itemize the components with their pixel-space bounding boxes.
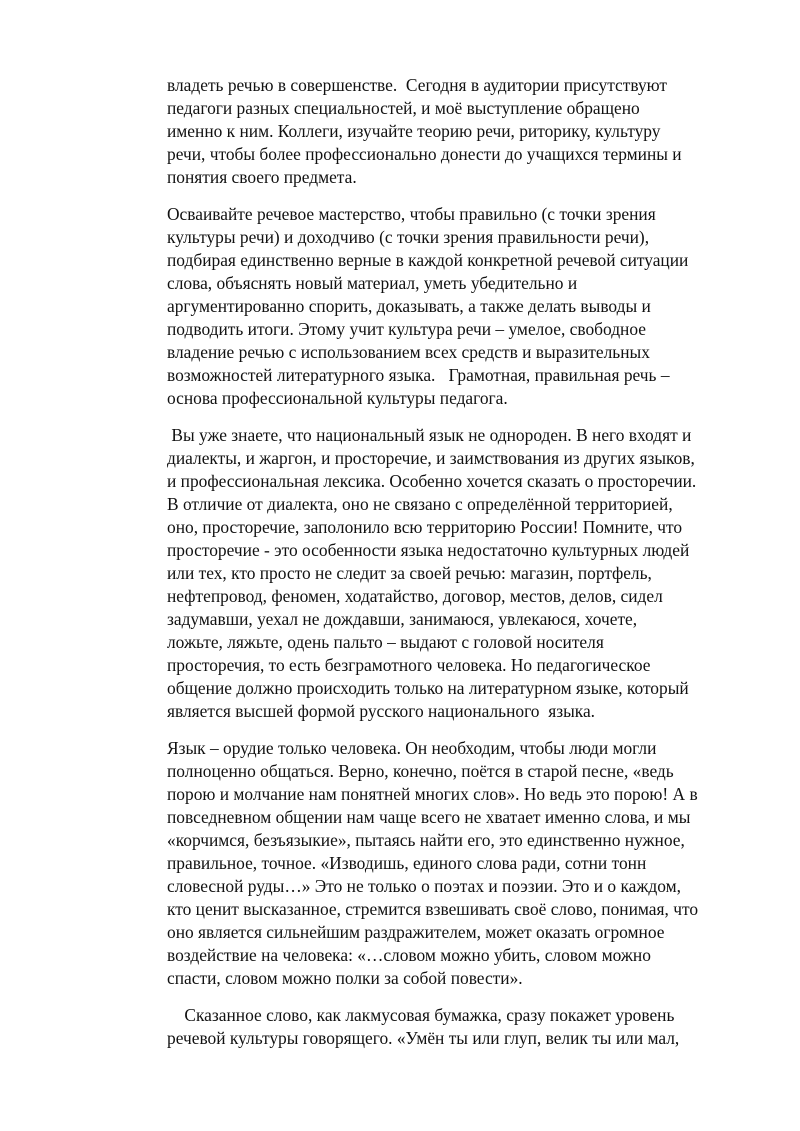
text-line: понятия своего предмета. — [167, 167, 357, 187]
text-line: общение должно происходить только на литературном языке, который — [167, 678, 689, 698]
text-line: подбирая единственно верные в каждой конкретной речевой ситуации — [167, 250, 689, 270]
text-line: основа профессиональной культуры педагога. — [167, 388, 508, 408]
text-line: воздействие на человека: «…словом можно убить, словом можно — [167, 945, 651, 965]
text-line: речи, чтобы более профессионально донести до учащихся термины и — [167, 144, 682, 164]
paragraph-gap — [167, 990, 742, 1004]
paragraph-gap — [167, 723, 742, 737]
text-line: Осваивайте речевое мастерство, чтобы правильно (с точки зрения — [167, 204, 656, 224]
paragraph-gap — [167, 410, 742, 424]
paragraph-2 — [167, 203, 742, 410]
text-line: оно является сильнейшим раздражителем, может оказать огромное — [167, 922, 665, 942]
text-line: полноценно общаться. Верно, конечно, поётся в старой песне, «ведь — [167, 761, 674, 781]
text-line: именно к ним. Коллеги, изучайте теорию речи, риторику, культуру — [167, 121, 661, 141]
text-line: или тех, кто просто не следит за своей речью: магазин, портфель, — [167, 563, 652, 583]
text-line: повседневном общении нам чаще всего не хватает именно слова, и мы — [167, 807, 691, 827]
text-line: оно, просторечие, заполонило всю территорию России! Помните, что — [167, 517, 683, 537]
text-line: владеть речью в совершенстве. Сегодня в аудитории присутствуют — [167, 75, 668, 95]
text-line: ложьте, ляжьте, одень пальто – выдают с головой носителя — [167, 632, 604, 652]
text-line: является высшей формой русского национального языка. — [167, 701, 596, 721]
text-line: кто ценит высказанное, стремится взвешивать своё слово, понимая, что — [167, 899, 699, 919]
text-line: просторечие - это особенности языка недостаточно культурных людей — [167, 540, 690, 560]
paragraph-gap — [167, 189, 742, 203]
text-line: Сказанное слово, как лакмусовая бумажка, сразу покажет уровень — [167, 1005, 675, 1025]
paragraph-1 — [167, 74, 742, 189]
paragraph-5 — [167, 1004, 742, 1050]
text-line: спасти, словом можно полки за собой повести». — [167, 968, 523, 988]
text-line: культуры речи) и доходчиво (с точки зрения правильности речи), — [167, 227, 650, 247]
document-body — [167, 74, 742, 1050]
text-line: аргументированно спорить, доказывать, а также делать выводы и — [167, 296, 651, 316]
text-line: и профессиональная лексика. Особенно хочется сказать о просторечии. — [167, 471, 697, 491]
text-line: речевой культуры говорящего. «Умён ты или глуп, велик ты или мал, — [167, 1028, 680, 1048]
text-line: порою и молчание нам понятней многих слов». Но ведь это порою! А в — [167, 784, 698, 804]
text-line: Язык – орудие только человека. Он необходим, чтобы люди могли — [167, 738, 657, 758]
text-line: словесной руды…» Это не только о поэтах и поэзии. Это и о каждом, — [167, 876, 681, 896]
text-line: возможностей литературного языка. Грамотная, правильная речь – — [167, 365, 670, 385]
text-line: педагоги разных специальностей, и моё выступление обращено — [167, 98, 640, 118]
paragraph-3 — [167, 424, 742, 723]
text-line: нефтепровод, феномен, ходатайство, договор, местов, делов, сидел — [167, 586, 663, 606]
text-line: диалекты, и жаргон, и просторечие, и заимствования из других языков, — [167, 448, 695, 468]
text-line: «корчимся, безъязыкие», пытаясь найти его, это единственно нужное, — [167, 830, 685, 850]
text-line: владение речью с использованием всех средств и выразительных — [167, 342, 650, 362]
paragraph-4 — [167, 737, 742, 990]
text-line: Вы уже знаете, что национальный язык не однороден. В него входят и — [167, 425, 692, 445]
text-line: правильное, точное. «Изводишь, единого слова ради, сотни тонн — [167, 853, 647, 873]
text-line: задумавши, уехал не дождавши, занимаюся, увлекаюся, хочете, — [167, 609, 638, 629]
text-line: В отличие от диалекта, оно не связано с определённой территорией, — [167, 494, 673, 514]
text-line: слова, объяснять новый материал, уметь убедительно и — [167, 273, 578, 293]
text-line: просторечия, то есть безграмотного человека. Но педагогическое — [167, 655, 651, 675]
text-line: подводить итоги. Этому учит культура речи – умелое, свободное — [167, 319, 646, 339]
